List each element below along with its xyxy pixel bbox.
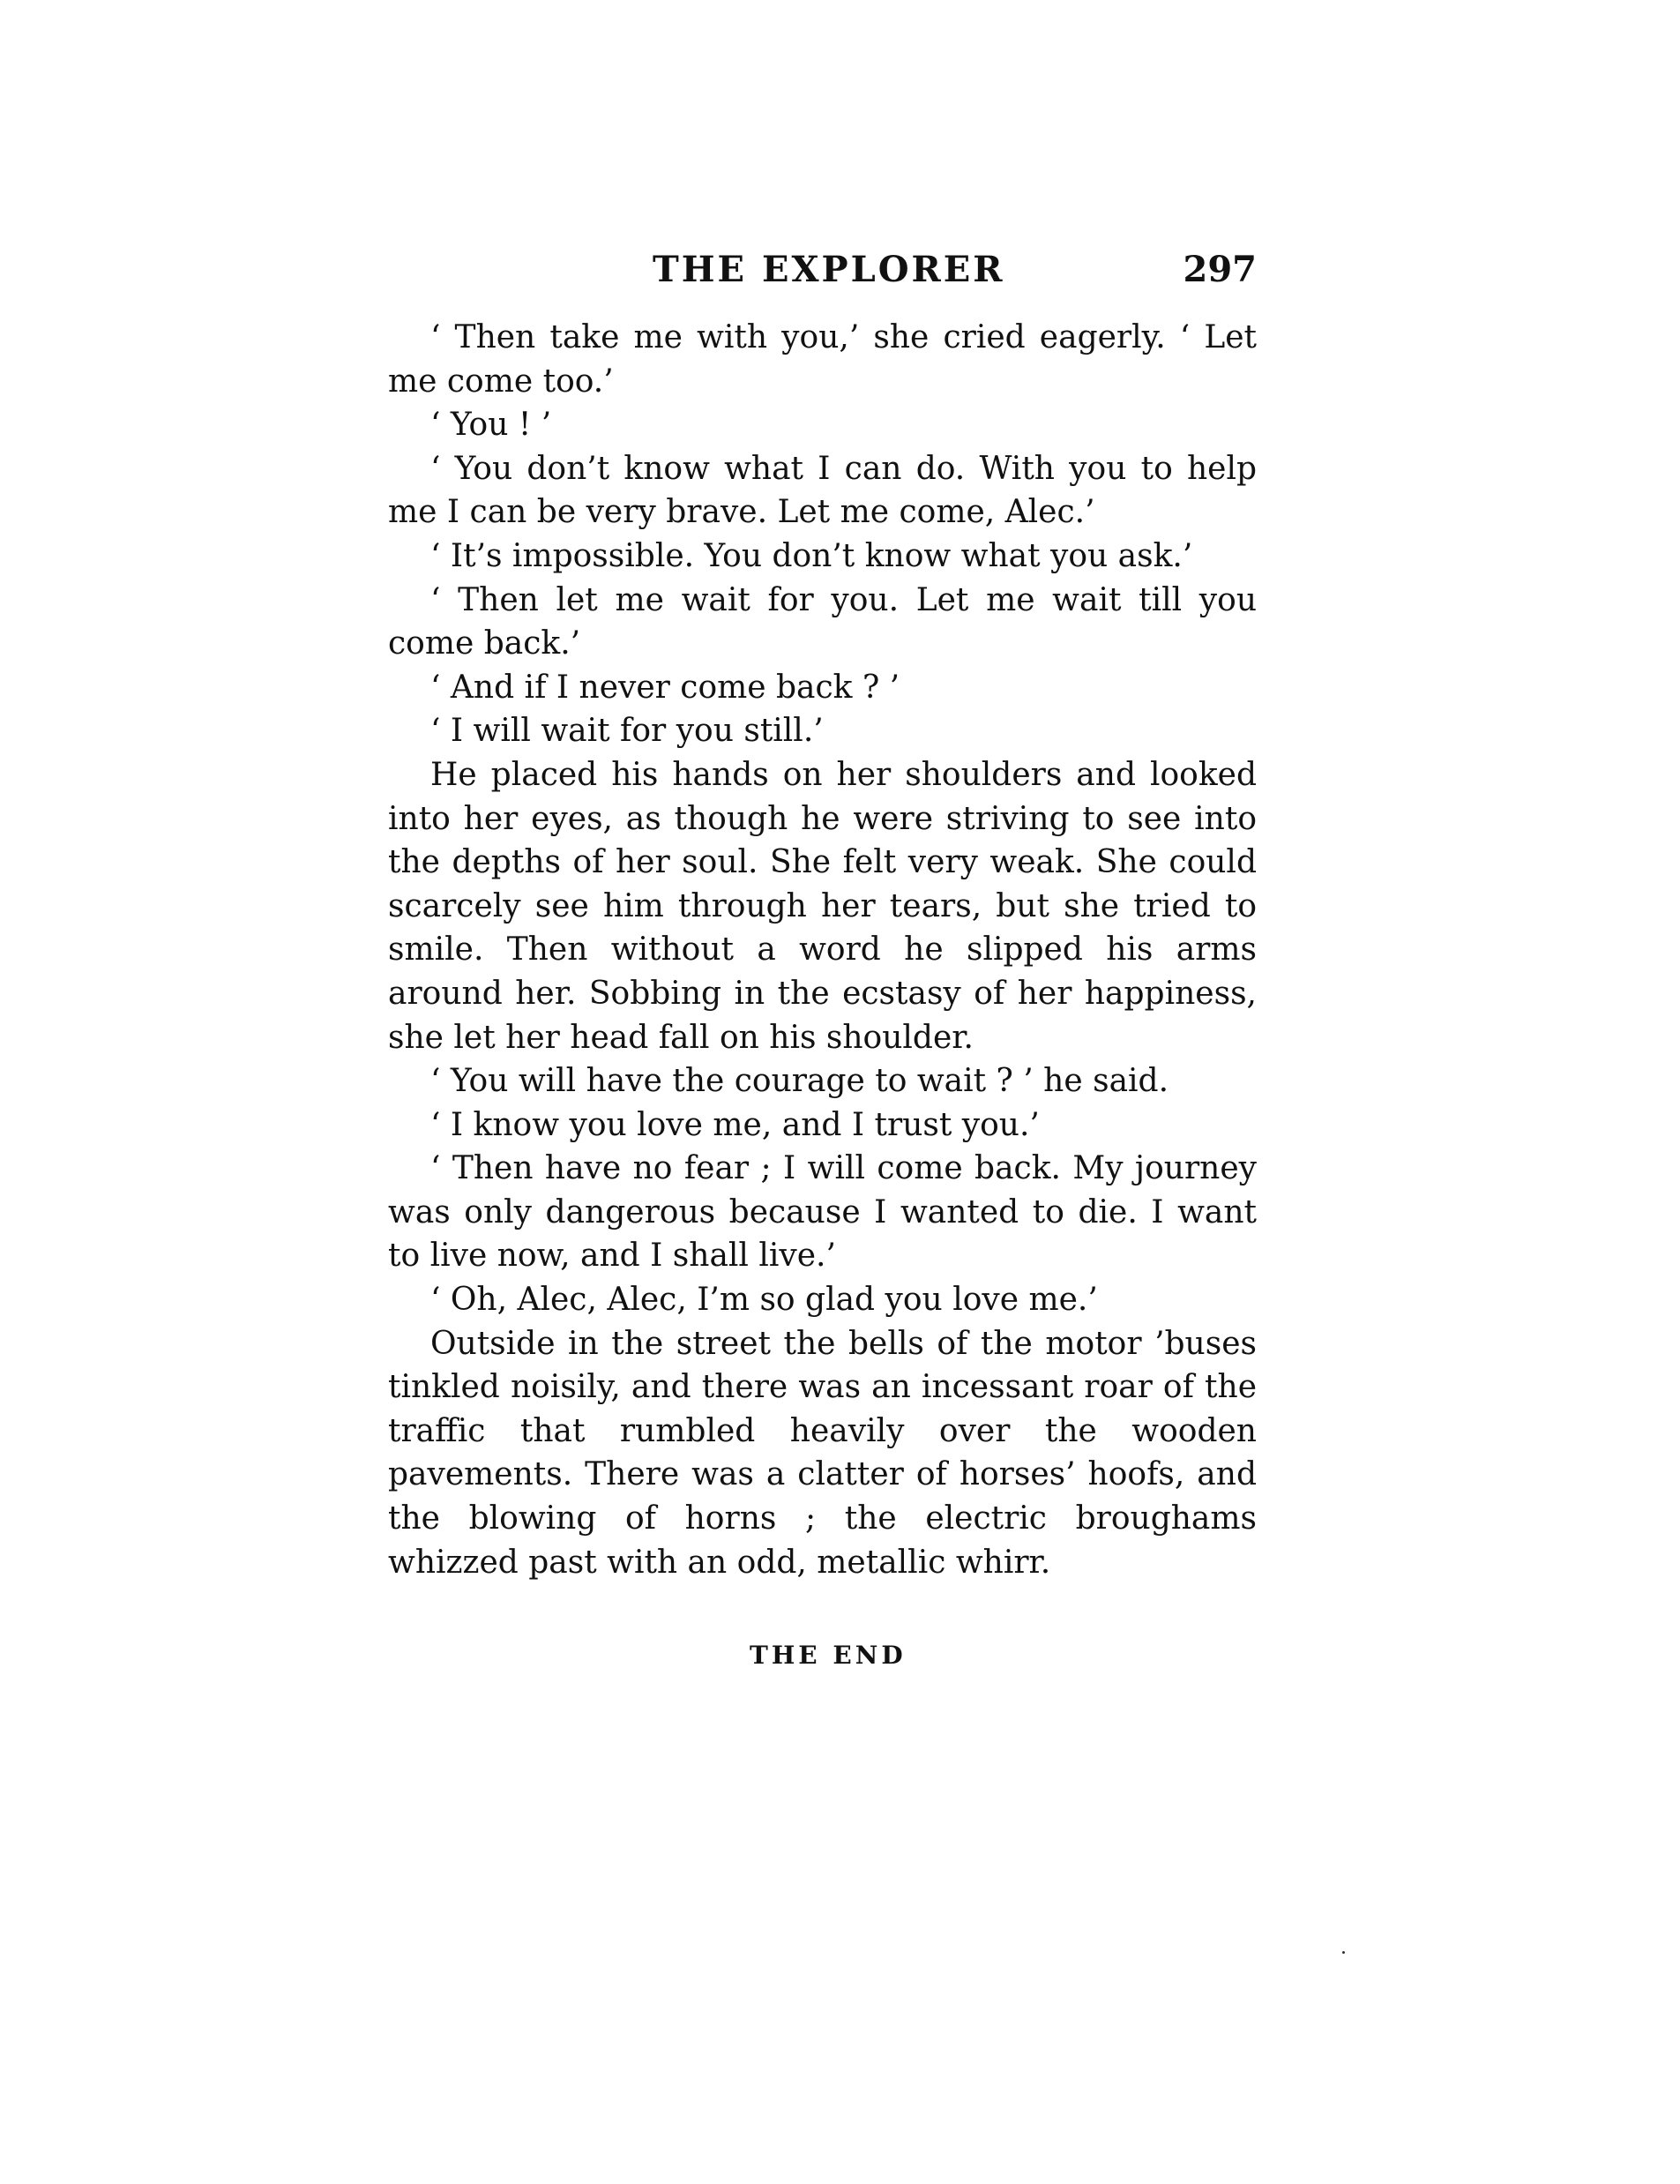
paragraph: ‘ You will have the courage to wait ? ’ he said.	[430, 1063, 1169, 1100]
paragraph: ‘ You ! ’	[430, 407, 552, 444]
paragraph: ‘ It’s impossible. You don’t know what you ask.’	[430, 537, 1193, 574]
page-number: 297	[1183, 249, 1257, 290]
paragraph: ‘ I know you love me, and I trust you.’	[430, 1106, 1040, 1143]
paragraph: He placed his hands on her shoulders and looked into her eyes, as though he were striving to see into the depths of her soul. She felt very weak. She could scarcely see him through her tears, but she tried to smile. Then without a word he slipped his arms around her. Sobbing in the ecstasy of her happiness, she let her head fall on his shoulder.	[388, 756, 1257, 1056]
end-mark: THE END	[750, 1641, 907, 1670]
paragraph: ‘ I will wait for you still.’	[430, 713, 824, 750]
paragraph: ‘ And if I never come back ? ’	[430, 669, 900, 706]
paragraph: ‘ Then take me with you,’ she cried eagerly. ‘ Let me come too.’	[388, 319, 1257, 400]
paragraph: ‘ Oh, Alec, Alec, I’m so glad you love me.’	[430, 1282, 1098, 1319]
body-text	[388, 316, 1257, 1584]
paragraph: ‘ Then have no fear ; I will come back. My journey was only dangerous because I wanted to die. I want to live now, and I shall live.’	[388, 1150, 1257, 1275]
page-header	[388, 249, 1257, 302]
stray-ink-dot	[1342, 1951, 1345, 1954]
running-title: THE EXPLORER	[653, 249, 1005, 290]
paragraph: ‘ Then let me wait for you. Let me wait till you come back.’	[388, 581, 1257, 662]
paragraph: Outside in the street the bells of the motor ’buses tinkled noisily, and there was an incessant roar of the traffic that rumbled heavily over the wooden pavements. There was a clatter of horses’ hoofs, and the blowing of horns ; the electric broughams whizzed past with an odd, metallic whirr.	[388, 1325, 1257, 1581]
paragraph: ‘ You don’t know what I can do. With you to help me I can be very brave. Let me come, Alec.’	[388, 450, 1257, 531]
